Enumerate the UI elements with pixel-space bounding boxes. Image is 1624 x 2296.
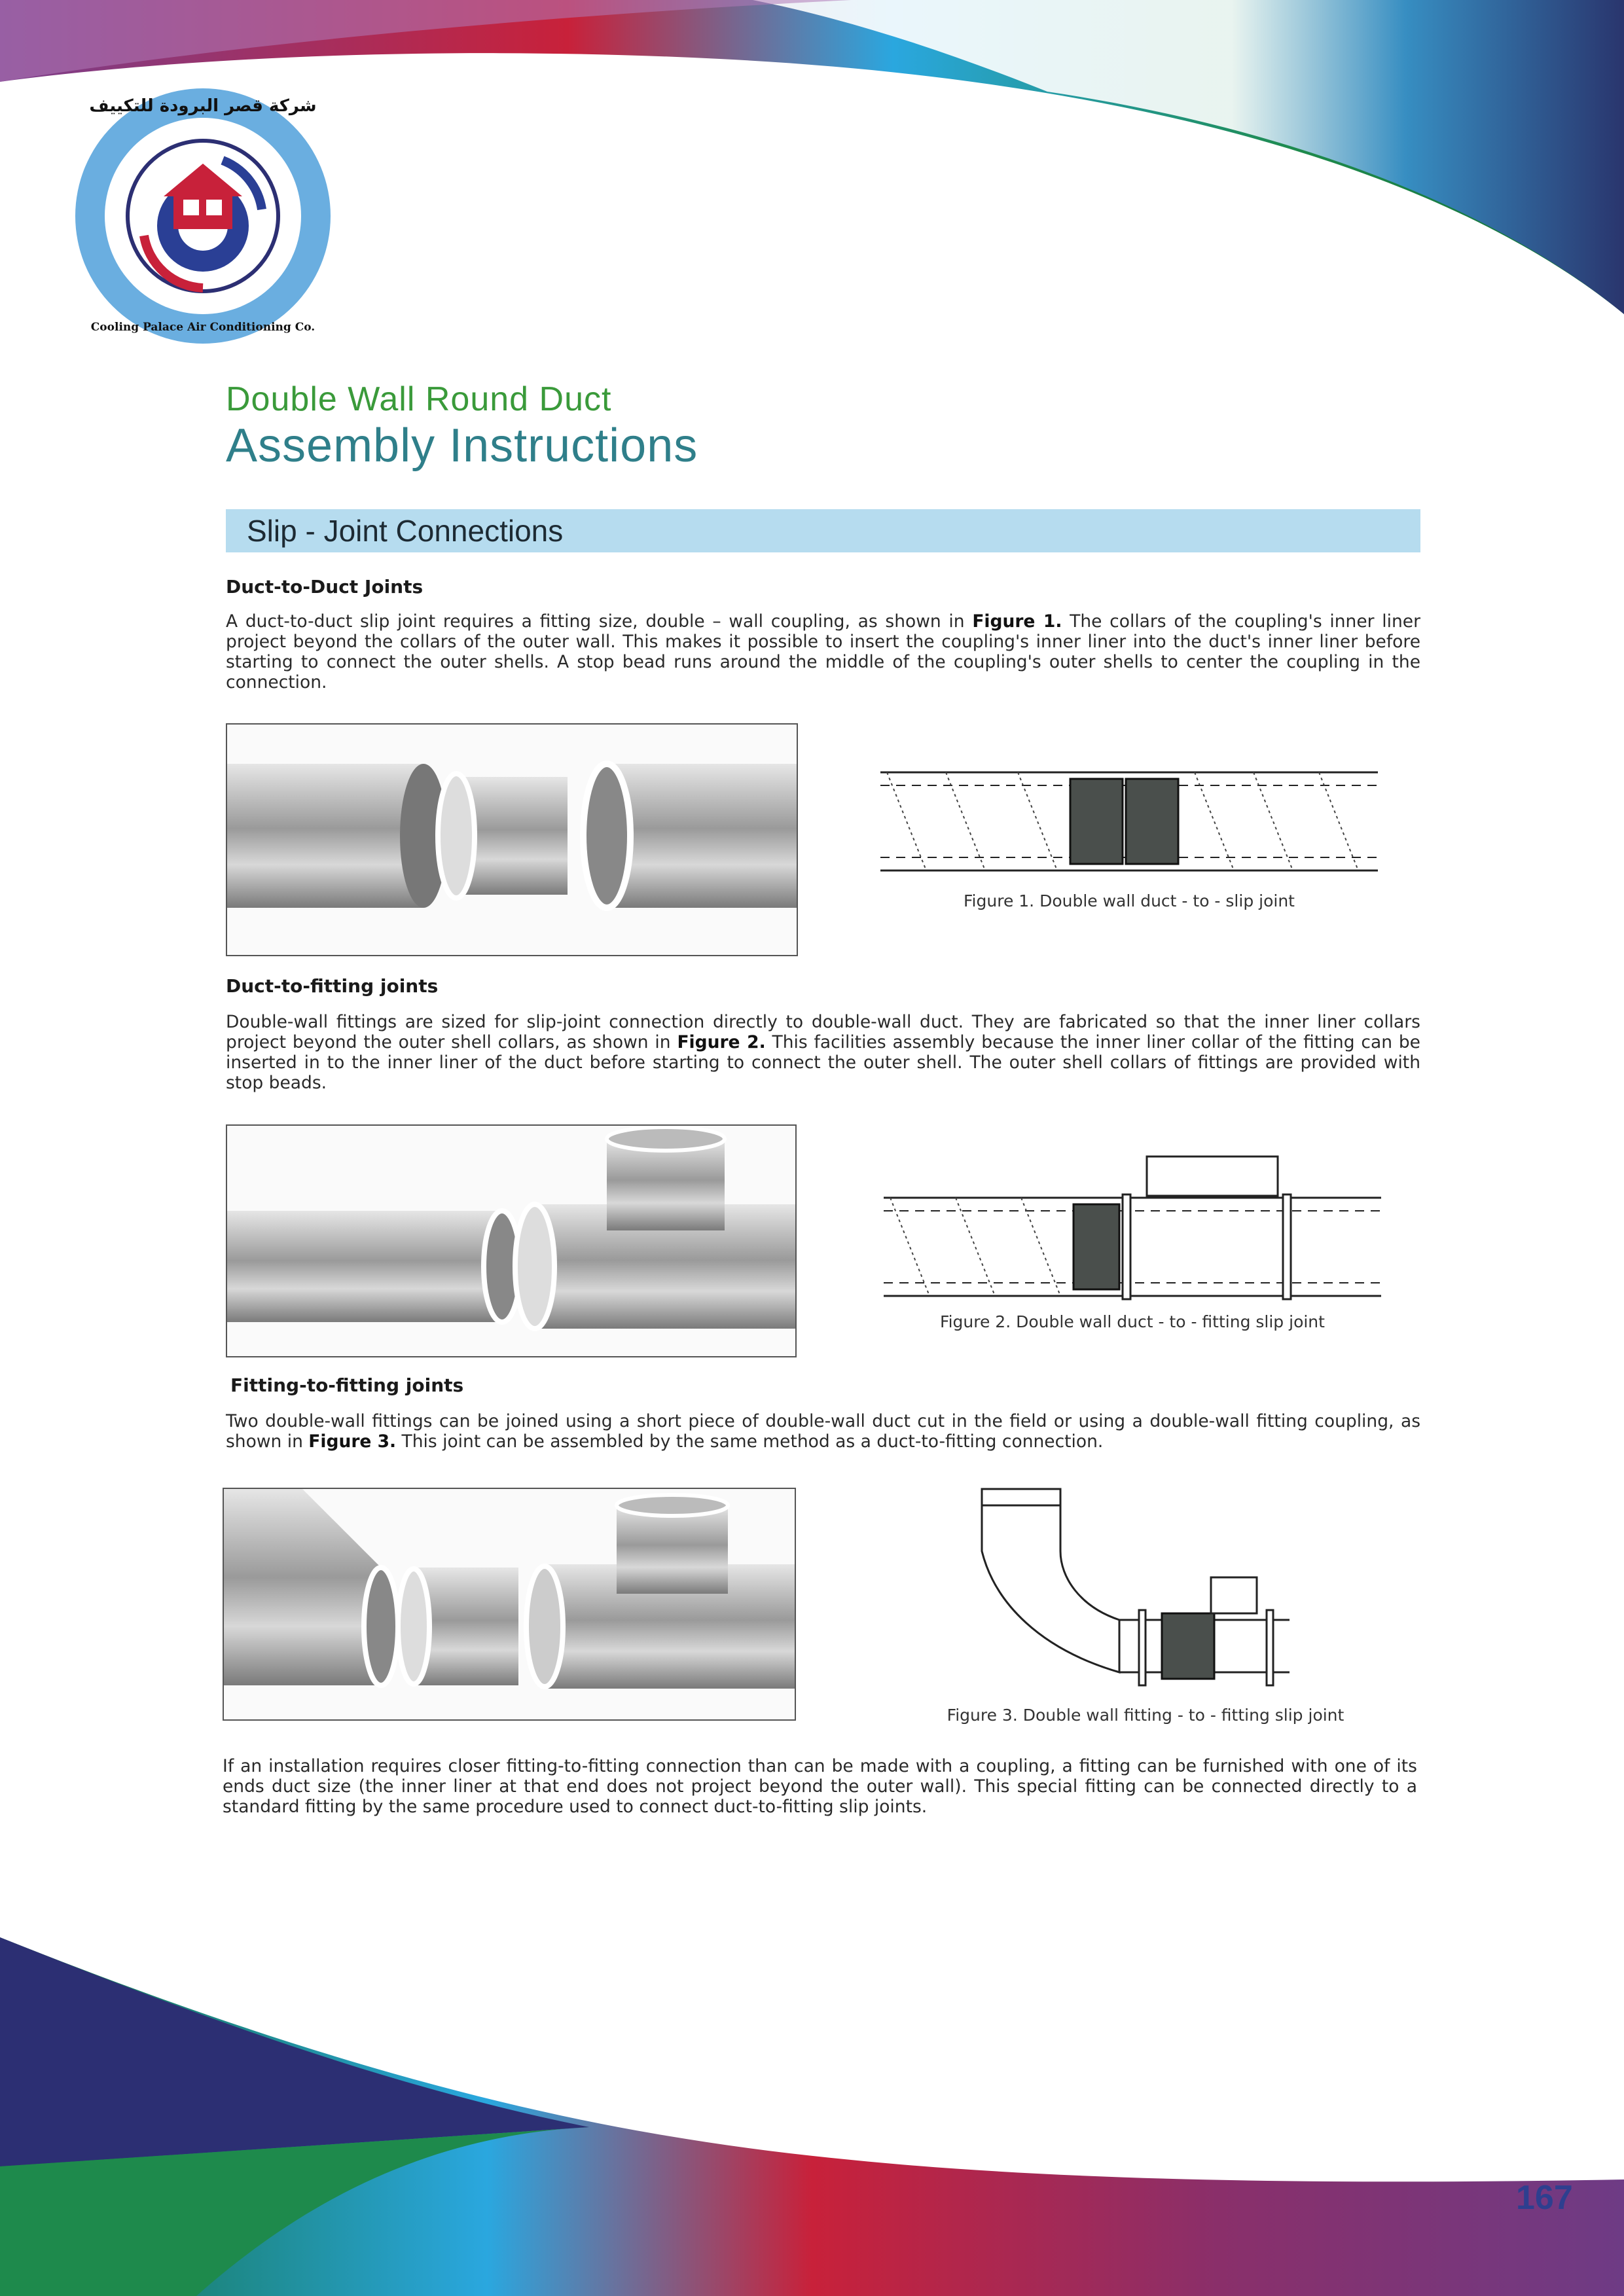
text-part: This joint can be assembled by the same method as a duct-to-fitting connection. [396, 1431, 1104, 1452]
section-heading-duct-to-duct: Duct-to-Duct Joints [226, 576, 424, 598]
section-text-duct-to-duct [226, 611, 1420, 692]
text-part: Two double-wall fittings can be joined using a short piece of double-wall duct cut in the field or using a double-wall fitting coupling, as shown in [226, 1411, 1420, 1452]
figure-2-photo [226, 1124, 797, 1357]
text-part: This facilities assembly because the inner liner collar of the fitting can be inserted in to the inner liner of the duct before starting to connect the outer shell. The outer shell collars of fittings are provided with stop beads. [226, 1032, 1420, 1093]
text-part: A duct-to-duct slip joint requires a fitting size, double – wall coupling, as shown in [226, 611, 973, 632]
figure-2-diagram [877, 1149, 1388, 1312]
page-subtitle: Double Wall Round Duct [226, 380, 612, 418]
text-part: Double-wall fittings are sized for slip-joint connection directly to double-wall duct. They are fabricated so that the inner liner collars project beyond the outer shell collars, as shown in [226, 1012, 1420, 1052]
section-text-duct-to-fitting [226, 1012, 1420, 1093]
duct-tee-illustration [227, 1126, 795, 1356]
figure-1-photo [226, 723, 798, 956]
logo-arabic-text: شركة قصر البرودة للتكييف [89, 96, 317, 116]
figure-1-diagram [874, 756, 1384, 887]
section-text-fitting-to-fitting [226, 1411, 1420, 1452]
footer-swoosh [0, 1918, 1624, 2296]
logo-english-text: Cooling Palace Air Conditioning Co. [90, 321, 316, 334]
figure-3-photo [223, 1488, 796, 1721]
page-title: Assembly Instructions [226, 420, 698, 472]
text-part: The collars of the coupling's inner liner project beyond the collars of the outer wall. This makes it possible to insert the coupling's inner liner into the duct's inner liner before starting to connect the outer shells. A stop bead runs around the middle of the coupling's outer shells to center the coupling in the connection. [226, 611, 1421, 692]
section-heading-fitting-to-fitting: Fitting-to-fitting joints [230, 1374, 464, 1396]
figure-2-caption: Figure 2. Double wall duct - to - fitting slip joint [940, 1312, 1325, 1331]
page-number: 167 [1516, 2179, 1573, 2217]
figure-reference: Figure 2. [677, 1032, 766, 1052]
figure-reference: Figure 3. [308, 1431, 397, 1452]
closing-paragraph: If an installation requires closer fitting-to-fitting connection than can be made with a coupling, a fitting can be furnished with one of its ends duct size (the inner liner at that end does not project beyond the outer wall). This special fitting can be connected directly to a standard fitting by the same procedure used to connect duct-to-fitting slip joints. [223, 1756, 1417, 1817]
section-band [226, 509, 1420, 552]
elbow-tee-illustration [224, 1489, 795, 1719]
figure-3-diagram [969, 1486, 1309, 1702]
figure-3-caption: Figure 3. Double wall fitting - to - fitting slip joint [947, 1706, 1344, 1725]
section-heading-duct-to-fitting: Duct-to-fitting joints [226, 975, 439, 997]
duct-coupling-illustration [227, 725, 797, 955]
section-band-label: Slip - Joint Connections [247, 514, 564, 548]
figure-1-caption: Figure 1. Double wall duct - to - slip joint [964, 891, 1295, 910]
company-logo [72, 85, 334, 347]
figure-reference: Figure 1. [972, 611, 1062, 632]
